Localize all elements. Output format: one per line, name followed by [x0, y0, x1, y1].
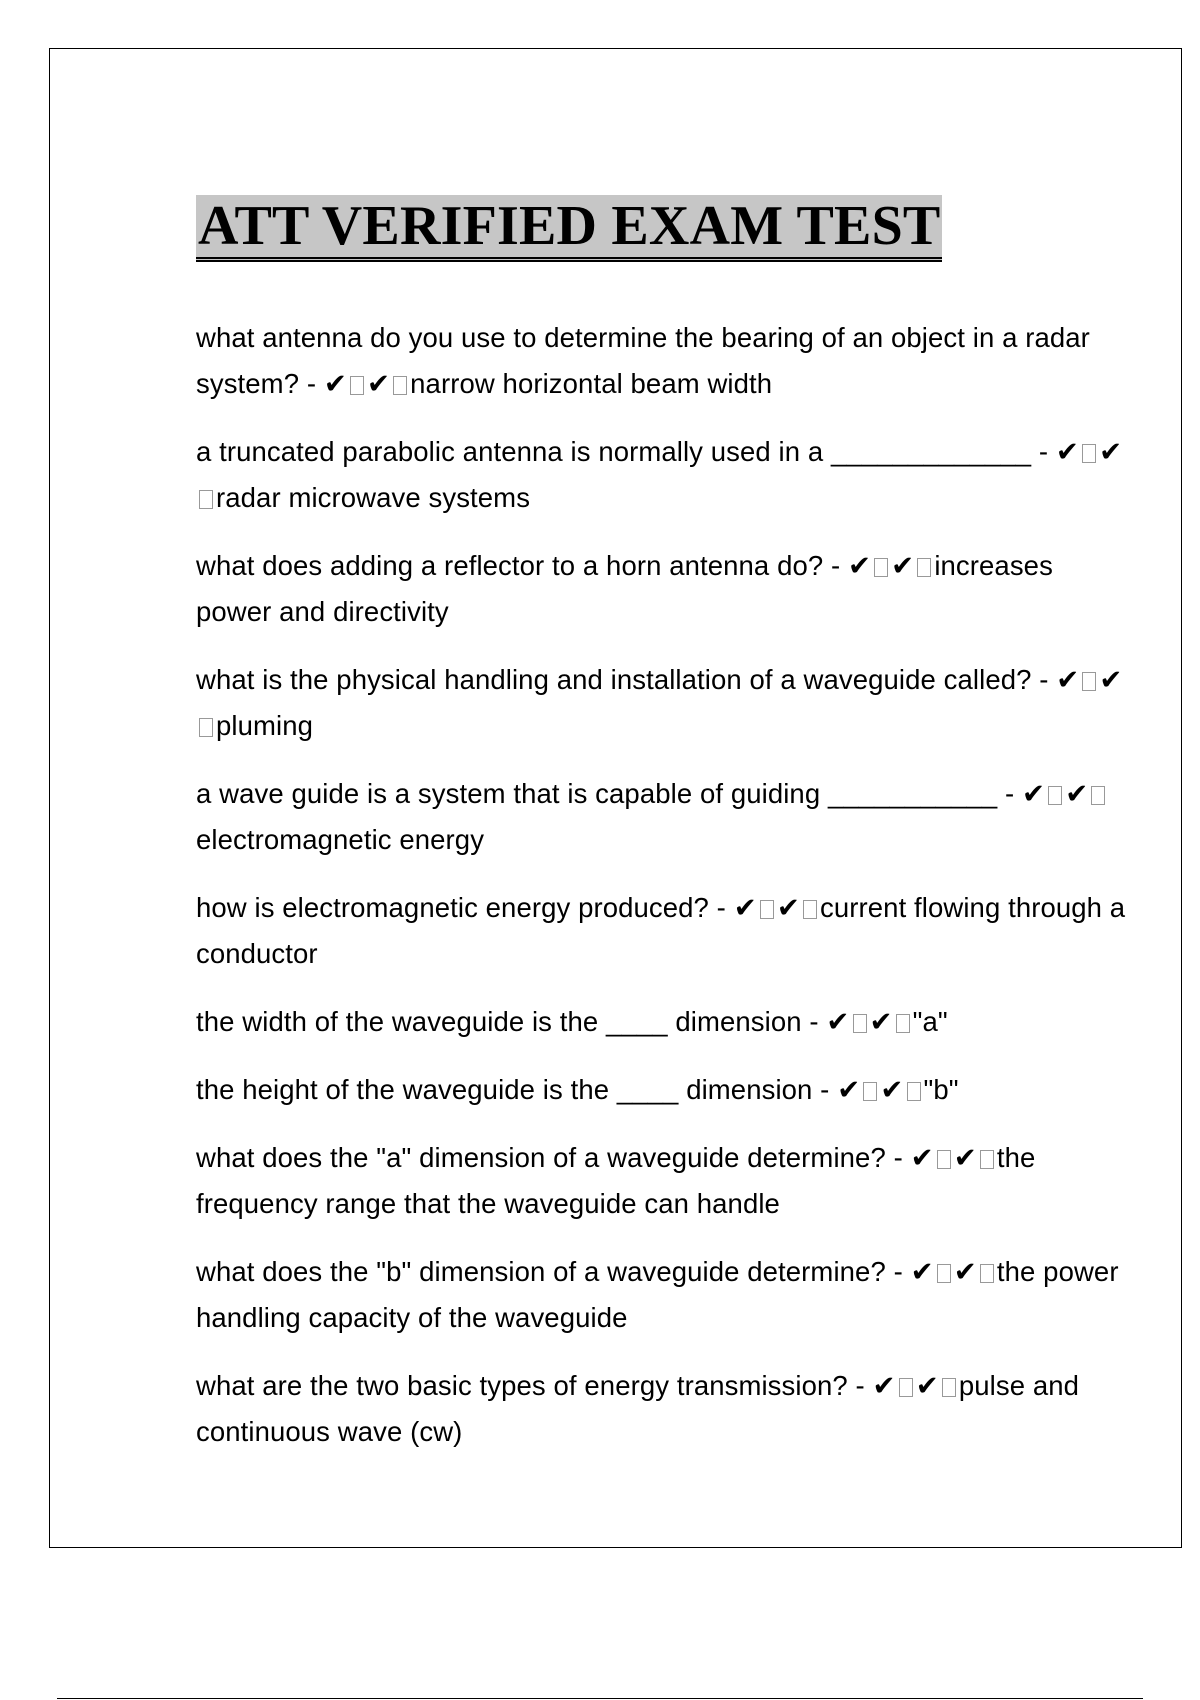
placeholder-box-icon: [980, 1150, 994, 1169]
placeholder-box-icon: [896, 1014, 910, 1033]
placeholder-box-icon: [863, 1082, 877, 1101]
checkmark-icon: ✔: [1056, 664, 1080, 695]
answer-text: "a": [912, 1006, 948, 1037]
placeholder-box-icon: [199, 490, 213, 509]
footer-rule: [57, 1698, 1143, 1699]
qa-item: [196, 315, 1136, 407]
placeholder-box-icon: [937, 1150, 951, 1169]
question-text: a truncated parabolic antenna is normally used in a _____________ -: [196, 436, 1049, 467]
checkmark-icon: ✔: [826, 1006, 850, 1037]
qa-item: [196, 429, 1136, 521]
placeholder-box-icon: [942, 1378, 956, 1397]
placeholder-box-icon: [803, 900, 817, 919]
checkmark-icon: ✔: [1099, 436, 1123, 467]
checkmark-icon: ✔: [367, 368, 391, 399]
placeholder-box-icon: [760, 900, 774, 919]
qa-item: [196, 771, 1136, 863]
checkmark-icon: ✔: [915, 1370, 939, 1401]
qa-item: [196, 1249, 1136, 1341]
answer-text: current flowing through a conductor: [196, 892, 1126, 969]
document-title: ATT VERIFIED EXAM TEST: [196, 195, 942, 262]
question-text: what antenna do you use to determine the bearing of an object in a radar system? -: [196, 322, 1090, 399]
checkmark-icon: ✔: [1022, 778, 1046, 809]
answer-text: pluming: [216, 710, 314, 741]
placeholder-box-icon: [1082, 672, 1096, 691]
checkmark-icon: ✔: [953, 1142, 977, 1173]
checkmark-icon: ✔: [323, 368, 347, 399]
placeholder-box-icon: [874, 558, 888, 577]
question-text: a wave guide is a system that is capable of guiding ___________ -: [196, 778, 1015, 809]
checkmark-icon: ✔: [776, 892, 801, 923]
answer-text: pulse and continuous wave (cw): [196, 1370, 1080, 1447]
qa-item: [196, 999, 1136, 1045]
qa-item: [196, 543, 1136, 635]
placeholder-box-icon: [899, 1378, 913, 1397]
placeholder-box-icon: [199, 718, 213, 737]
checkmark-icon: ✔: [733, 892, 757, 923]
answer-text: the frequency range that the waveguide can handle: [196, 1142, 1036, 1219]
qa-item: [196, 657, 1136, 749]
question-text: what does adding a reflector to a horn antenna do? -: [196, 550, 841, 581]
checkmark-icon: ✔: [837, 1074, 861, 1105]
checkmark-icon: ✔: [880, 1074, 904, 1105]
answer-text: the power handling capacity of the waveguide: [196, 1256, 1119, 1333]
question-text: what are the two basic types of energy transmission? -: [196, 1370, 865, 1401]
placeholder-box-icon: [1082, 444, 1096, 463]
checkmark-icon: ✔: [1065, 778, 1089, 809]
qa-item: [196, 1067, 1136, 1113]
answer-text: electromagnetic energy: [196, 824, 485, 855]
placeholder-box-icon: [393, 376, 407, 395]
question-text: how is electromagnetic energy produced? -: [196, 892, 726, 923]
question-text: what is the physical handling and installation of a waveguide called? -: [196, 664, 1049, 695]
question-text: the width of the waveguide is the ____ dimension -: [196, 1006, 819, 1037]
checkmark-icon: ✔: [910, 1256, 934, 1287]
checkmark-icon: ✔: [1099, 664, 1123, 695]
checkmark-icon: ✔: [891, 550, 915, 581]
page-frame: [49, 48, 1182, 1548]
placeholder-box-icon: [1091, 786, 1105, 805]
placeholder-box-icon: [980, 1264, 994, 1283]
checkmark-icon: ✔: [869, 1006, 893, 1037]
answer-text: "b": [923, 1074, 959, 1105]
checkmark-icon: ✔: [872, 1370, 896, 1401]
checkmark-icon: ✔: [953, 1256, 977, 1287]
placeholder-box-icon: [937, 1264, 951, 1283]
answer-text: radar microwave systems: [216, 482, 531, 513]
checkmark-icon: ✔: [910, 1142, 934, 1173]
placeholder-box-icon: [917, 558, 931, 577]
qa-item: [196, 1135, 1136, 1227]
placeholder-box-icon: [853, 1014, 867, 1033]
qa-item: [196, 885, 1136, 977]
placeholder-box-icon: [907, 1082, 921, 1101]
placeholder-box-icon: [1048, 786, 1062, 805]
answer-text: narrow horizontal beam width: [410, 368, 773, 399]
answer-text: increases power and directivity: [196, 550, 1053, 627]
question-text: what does the "b" dimension of a waveguide determine? -: [196, 1256, 903, 1287]
checkmark-icon: ✔: [848, 550, 872, 581]
qa-list: [196, 315, 1136, 1477]
placeholder-box-icon: [350, 376, 364, 395]
question-text: the height of the waveguide is the ____ dimension -: [196, 1074, 830, 1105]
qa-item: [196, 1363, 1136, 1455]
question-text: what does the "a" dimension of a waveguide determine? -: [196, 1142, 903, 1173]
checkmark-icon: ✔: [1055, 436, 1080, 467]
